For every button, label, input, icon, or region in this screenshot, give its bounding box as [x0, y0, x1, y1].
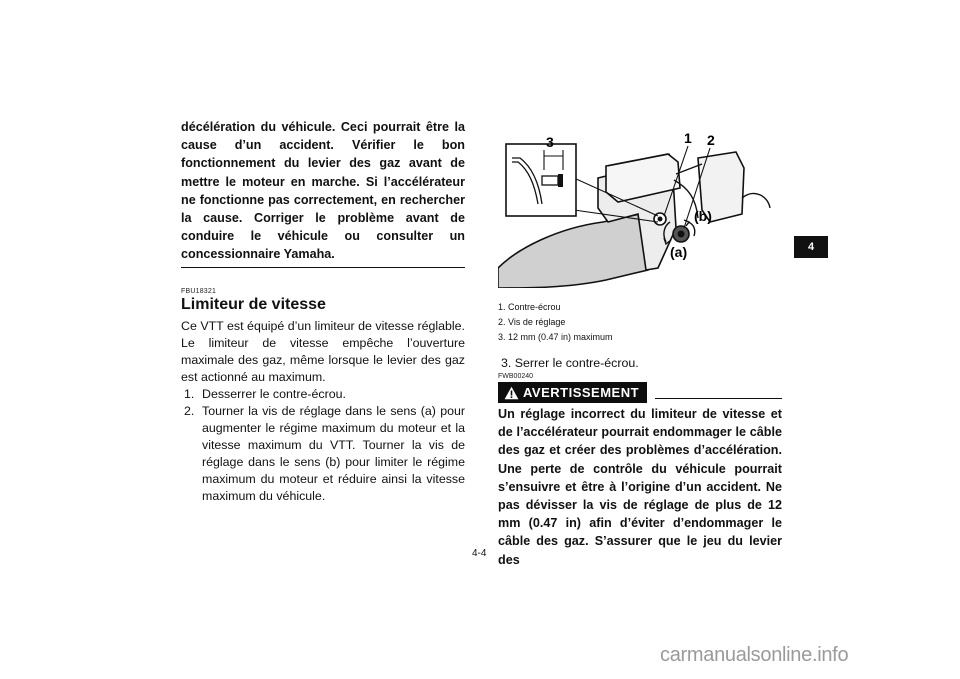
step-text: Desserrer le contre-écrou. — [202, 386, 346, 401]
step-item — [181, 403, 465, 505]
watermark: carmanualsonline.info — [660, 644, 849, 666]
figure-captions — [498, 300, 782, 345]
intro-warning-text: décélération du véhicule. Ceci pourrait être la cause d’un accident. Vérifier le bon fonctionnement du levier des gaz avant de mettre le moteur en marche. Si l’accélérateur ne fonctionne pas correctement, en rechercher la cause. Corriger le problème avant de conduire le véhicule ou consulter un concessionnaire Yamaha. — [181, 120, 465, 262]
left-column — [181, 118, 465, 505]
warning-label: AVERTISSEMENT — [523, 385, 640, 400]
step-number: 2. — [184, 403, 195, 418]
caption-item: 1. Contre-écrou — [498, 302, 561, 312]
adjusting-screw-center — [678, 231, 685, 238]
figure-label-2: 2 — [707, 132, 715, 148]
caption-item: 2. Vis de réglage — [498, 317, 566, 327]
figure-label-a: (a) — [670, 244, 688, 260]
right-column — [498, 118, 782, 569]
step-number: 1. — [184, 386, 195, 401]
step-text: Tourner la vis de réglage dans le sens (a) pour augmenter le régime maximum du moteur et la vitesse maximum du VTT. Tourner la vis de réglage dans le sens (b) pour limiter le régime maximum du moteur et réduire ainsi la vitesse maximum du véhicule. — [202, 403, 465, 503]
warning-text: Un réglage incorrect du limiteur de vitesse et de l’accélérateur pourrait endommager le câble des gaz et créer des problèmes d’accélération. Une perte de contrôle du véhicule pourrait s’ensuivre et être à l’origine d’un accident. Ne pas dévisser la vis de réglage de plus de 12 mm (0.47 in) afin d’éviter d’endommager le câble des gaz. S’assurer que le jeu du levier des — [498, 407, 782, 567]
inset-box — [506, 144, 576, 216]
figure-label-b: (b) — [694, 208, 712, 224]
lock-nut-center — [658, 217, 663, 222]
section-code: FBU18321 — [181, 287, 217, 295]
caption-item: 3. 12 mm (0.47 in) maximum — [498, 332, 613, 342]
warning-rule — [655, 398, 782, 399]
figure-label-1: 1 — [684, 130, 692, 146]
chapter-tab: 4 — [794, 236, 828, 258]
divider — [181, 267, 465, 268]
section-title: Limiteur de vitesse — [181, 295, 326, 313]
inset-screw — [542, 176, 558, 185]
mount-bolt — [742, 193, 770, 208]
grip-shape — [498, 214, 648, 288]
step-3: 3. Serrer le contre-écrou. — [501, 356, 639, 370]
inset-screw-head — [558, 174, 563, 187]
warning-header — [498, 382, 782, 403]
throttle-diagram — [498, 118, 782, 288]
section-body: Ce VTT est équipé d’un limiteur de vitesse réglable. Le limiteur de vitesse empêche l’ouverture maximale des gaz, même lorsque le levier des gaz est actionné au maximum. — [181, 318, 465, 384]
page-number: 4-4 — [472, 548, 487, 559]
step-list — [181, 386, 465, 505]
figure-label-3: 3 — [546, 134, 554, 150]
speed-limiter-illustration — [498, 118, 782, 288]
warning-code: FWB00240 — [498, 373, 534, 380]
warning-triangle-icon — [504, 386, 519, 400]
warning-badge — [498, 382, 647, 403]
step-item — [181, 386, 465, 403]
